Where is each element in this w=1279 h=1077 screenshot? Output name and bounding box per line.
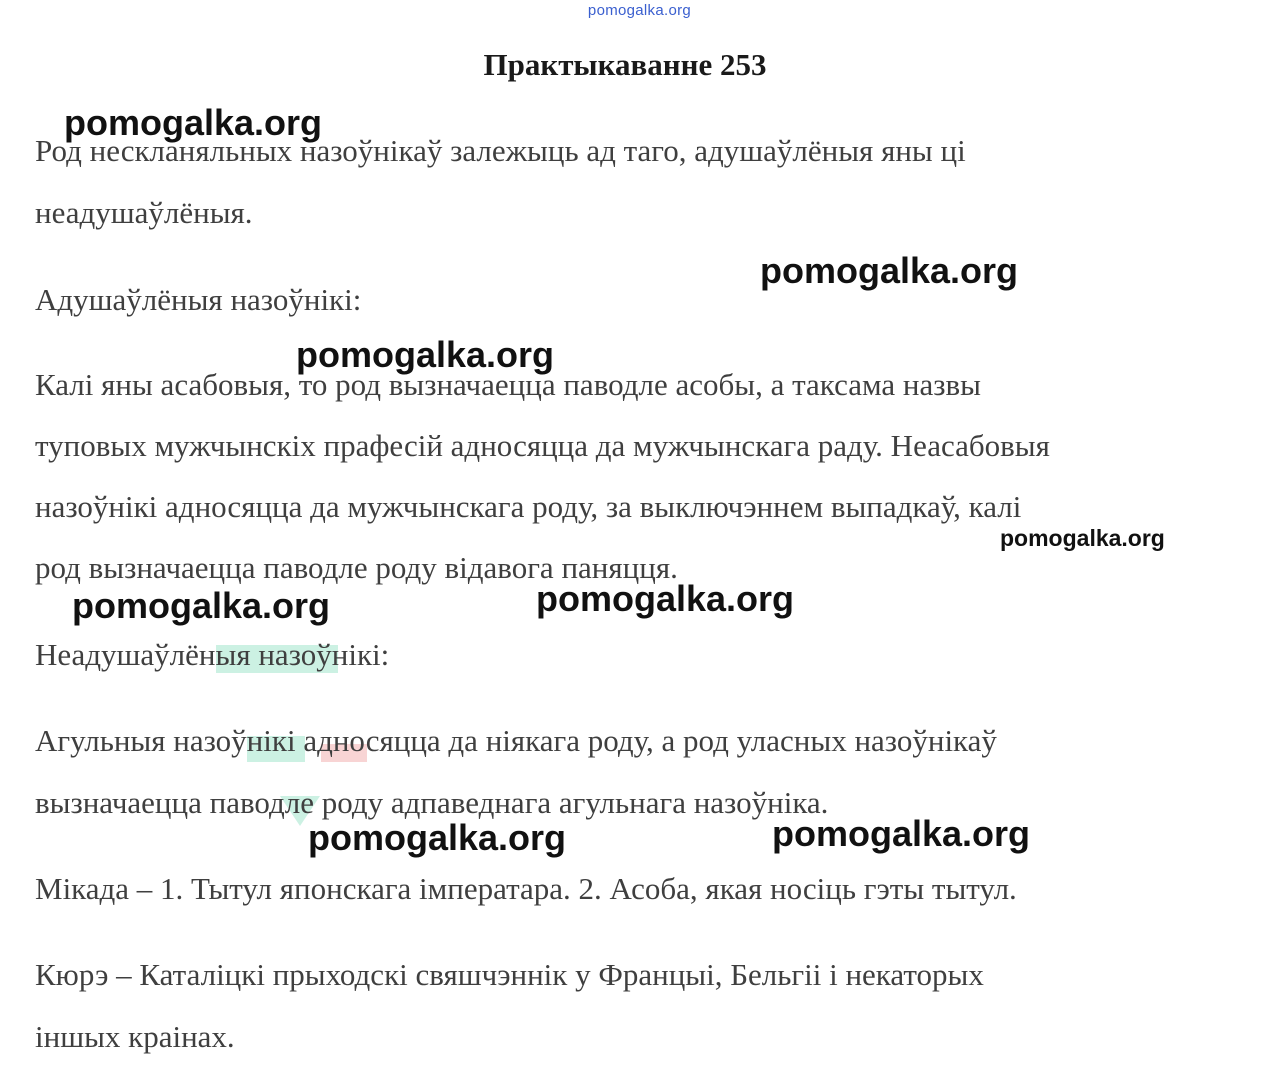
text-line: вызначаецца паводле роду адпаведнага агульнага назоўніка. — [35, 785, 829, 820]
text-line: назоўнікі адносяцца да мужчынскага роду, за выключэннем выпадкаў, калі — [35, 489, 1022, 524]
text-line: Калі яны асабовыя, то род вызначаецца паводле асобы, а таксама назвы — [35, 367, 981, 402]
watermark: pomogalka.org — [296, 334, 555, 375]
text-line: Мікада – 1. Тытул японскага імператара. 2. Асоба, якая носіць гэты тытул. — [35, 871, 1017, 906]
text-line: Агульныя назоўнікі адносяцца да ніякага роду, а род уласных назоўнікаў — [35, 723, 997, 758]
watermark: pomogalka.org — [760, 250, 1019, 291]
page-title: Практыкаванне 253 — [483, 47, 767, 82]
text-line: неадушаўлёныя. — [35, 195, 253, 230]
text-line: туповых мужчынскіх прафесій адносяцца да мужчынскага раду. Неасабовыя — [35, 428, 1050, 463]
watermark: pomogalka.org — [308, 817, 567, 858]
watermark: pomogalka.org — [1000, 525, 1165, 551]
text-line: Кюрэ – Каталіцкі прыходскі свяшчэннік у Францыі, Бельгіі і некаторых — [35, 957, 984, 992]
watermark: pomogalka.org — [72, 585, 331, 626]
watermark: pomogalka.org — [536, 578, 795, 619]
text-line: Род нескланяльных назоўнікаў залежыць ад таго, адушаўлёныя яны ці — [35, 133, 966, 168]
site-label[interactable]: pomogalka.org — [587, 2, 692, 19]
watermark: pomogalka.org — [64, 102, 323, 143]
watermark: pomogalka.org — [772, 813, 1031, 854]
text-line: род вызначаецца паводле роду відавога паняцця. — [35, 550, 678, 585]
section-heading: Адушаўлёныя назоўнікі: — [35, 282, 362, 317]
text-line: іншых краінах. — [35, 1019, 235, 1054]
section-heading: Неадушаўлёныя назоўнікі: — [35, 637, 390, 672]
